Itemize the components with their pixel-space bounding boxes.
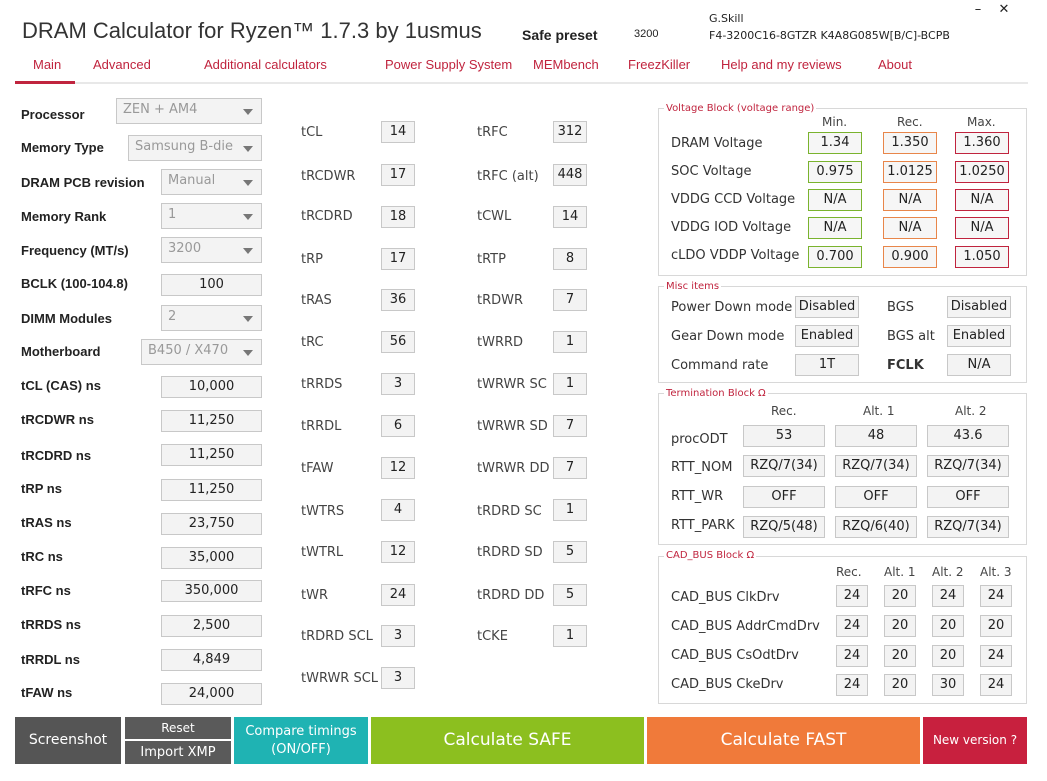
screenshot-button[interactable]: Screenshot (15, 717, 121, 764)
dimm-modules-value: 2 (168, 309, 177, 324)
cadbus-header-rec: Rec. (836, 565, 862, 579)
calculate-safe-button[interactable]: Calculate SAFE (371, 717, 644, 764)
twr-value: 24 (381, 584, 415, 606)
chevron-down-icon (243, 214, 253, 220)
cadbus-clkdrv-alt3: 24 (980, 585, 1012, 607)
memory-rank-label: Memory Rank (21, 209, 107, 224)
trtp-label: tRTP (477, 252, 506, 267)
twrwr-sd-value: 7 (553, 415, 587, 437)
twr-label: tWR (301, 588, 328, 603)
pcb-revision-select[interactable] (161, 169, 262, 195)
cadbus-header-alt1: Alt. 1 (884, 565, 916, 579)
trdwr-value: 7 (553, 289, 587, 311)
trdrd-scl-label: tRDRD SCL (301, 629, 373, 644)
pcb-revision-value: Manual (168, 173, 216, 188)
soc-voltage-rec: 1.0125 (883, 161, 937, 183)
motherboard-label: Motherboard (21, 344, 101, 359)
dimm-modules-select[interactable] (161, 305, 262, 331)
voltage-block-title: Voltage Block (voltage range) (666, 103, 815, 114)
trcdwr-ns-label: tRCDWR ns (21, 412, 94, 427)
trc-label: tRC (301, 335, 324, 350)
cadbus-addrcmddrv-alt2: 20 (932, 615, 964, 637)
vddg-iod-voltage-label: VDDG IOD Voltage (671, 220, 792, 235)
new-version-button[interactable]: New version ? (923, 717, 1027, 764)
motherboard-value: B450 / X470 (148, 343, 229, 358)
chevron-down-icon (243, 316, 253, 322)
gear-down-label: Gear Down mode (671, 329, 785, 344)
tab-active-indicator (15, 81, 75, 84)
frequency-select[interactable] (161, 237, 262, 263)
twrwr-sc-label: tWRWR SC (477, 377, 547, 392)
tcwl-label: tCWL (477, 209, 512, 224)
trp-ns-label: tRP ns (21, 481, 62, 496)
tcl-label: tCL (301, 125, 323, 140)
cadbus-ckedrv-alt3: 24 (980, 674, 1012, 696)
trc-value: 56 (381, 331, 415, 353)
twrwr-dd-value: 7 (553, 457, 587, 479)
trrdl-label: tRRDL (301, 419, 342, 434)
cadbus-ckedrv-alt1: 20 (884, 674, 916, 696)
voltage-header-rec: Rec. (897, 115, 923, 129)
tras-value: 36 (381, 289, 415, 311)
twtrl-label: tWTRL (301, 545, 344, 560)
termination-header-rec: Rec. (771, 404, 797, 418)
dram-voltage-max: 1.360 (955, 132, 1009, 154)
twtrs-value: 4 (381, 499, 415, 521)
soc-voltage-min: 0.975 (808, 161, 862, 183)
close-button[interactable]: ✕ (998, 2, 1010, 17)
bgs-value: Disabled (947, 296, 1011, 318)
cadbus-clkdrv-alt1: 20 (884, 585, 916, 607)
rtt-nom-rec: RZQ/7(34) (743, 455, 825, 477)
tfaw-ns-label: tFAW ns (21, 685, 73, 700)
termination-header-alt2: Alt. 2 (955, 404, 987, 418)
twrwr-scl-label: tWRWR SCL (301, 671, 379, 686)
twtrl-value: 12 (381, 541, 415, 563)
import-xmp-button[interactable]: Import XMP (125, 741, 231, 764)
cldo-vddp-voltage-rec: 0.900 (883, 246, 937, 268)
procodt-label: procODT (671, 432, 728, 447)
trcdwr-value: 17 (381, 164, 415, 186)
trrdl-ns-label: tRRDL ns (21, 652, 80, 667)
procodt-alt2: 43.6 (927, 425, 1009, 447)
power-down-label: Power Down mode (671, 300, 793, 315)
misc-block-title: Misc items (666, 281, 720, 292)
tab-about[interactable]: About (878, 57, 912, 72)
voltage-header-max: Max. (967, 115, 996, 129)
trdrd-dd-label: tRDRD DD (477, 588, 545, 603)
tras-ns-label: tRAS ns (21, 515, 72, 530)
vddg-ccd-voltage-min: N/A (808, 189, 862, 211)
cadbus-addrcmddrv-label: CAD_BUS AddrCmdDrv (671, 619, 820, 634)
trp-value: 17 (381, 248, 415, 270)
compare-timings-line1: Compare timings (245, 724, 357, 739)
bclk-input[interactable]: 100 (161, 274, 262, 296)
trcdrd-value: 18 (381, 206, 415, 228)
chevron-down-icon (243, 109, 253, 115)
cadbus-clkdrv-label: CAD_BUS ClkDrv (671, 590, 780, 605)
vddg-iod-voltage-min: N/A (808, 217, 862, 239)
tab-advanced[interactable]: Advanced (93, 57, 151, 72)
tab-power-supply-system[interactable]: Power Supply System (385, 57, 513, 72)
pcb-revision-label: DRAM PCB revision (21, 175, 145, 190)
gear-down-value: Enabled (795, 325, 859, 347)
cldo-vddp-voltage-max: 1.050 (955, 246, 1009, 268)
cadbus-addrcmddrv-rec: 24 (836, 615, 868, 637)
soc-voltage-max: 1.0250 (955, 161, 1009, 183)
tab-freezkiller[interactable]: FreezKiller (628, 57, 691, 72)
trdrd-sd-label: tRDRD SD (477, 545, 543, 560)
rtt-wr-rec: OFF (743, 486, 825, 508)
safe-preset-value: 3200 (634, 28, 659, 40)
dram-voltage-min: 1.34 (808, 132, 862, 154)
compare-timings-button[interactable] (234, 717, 368, 764)
trfc-ns-value: 350,000 (161, 580, 262, 602)
trc-ns-value: 35,000 (161, 547, 262, 569)
termination-header-alt1: Alt. 1 (863, 404, 895, 418)
bgs-alt-label: BGS alt (887, 329, 935, 344)
rtt-nom-alt2: RZQ/7(34) (927, 455, 1009, 477)
cldo-vddp-voltage-label: cLDO VDDP Voltage (671, 248, 800, 263)
twrwr-sc-value: 1 (553, 373, 587, 395)
minimize-button[interactable]: – (974, 2, 982, 17)
chevron-down-icon (243, 180, 253, 186)
voltage-header-min: Min. (822, 115, 848, 129)
calculate-fast-button[interactable]: Calculate FAST (647, 717, 920, 764)
tab-membench[interactable]: MEMbench (533, 57, 599, 72)
trdrd-dd-value: 5 (553, 584, 587, 606)
vddg-ccd-voltage-label: VDDG CCD Voltage (671, 192, 796, 207)
trdwr-label: tRDWR (477, 293, 524, 308)
dram-voltage-label: DRAM Voltage (671, 136, 763, 151)
tab-main[interactable]: Main (33, 57, 62, 72)
tras-ns-value: 23,750 (161, 513, 262, 535)
bgs-label: BGS (887, 300, 915, 315)
trrds-ns-value: 2,500 (161, 615, 262, 637)
cadbus-csodtdrv-alt2: 20 (932, 645, 964, 667)
termination-block-title: Termination Block Ω (666, 388, 766, 399)
cadbus-addrcmddrv-alt3: 20 (980, 615, 1012, 637)
trrdl-value: 6 (381, 415, 415, 437)
cadbus-clkdrv-rec: 24 (836, 585, 868, 607)
rtt-nom-alt1: RZQ/7(34) (835, 455, 917, 477)
rtt-park-alt1: RZQ/6(40) (835, 516, 917, 538)
tcke-label: tCKE (477, 629, 508, 644)
chevron-down-icon (243, 146, 253, 152)
cadbus-csodtdrv-alt1: 20 (884, 645, 916, 667)
dimm-modules-label: DIMM Modules (21, 311, 112, 326)
dram-voltage-rec: 1.350 (883, 132, 937, 154)
vddg-ccd-voltage-rec: N/A (883, 189, 937, 211)
twtrs-label: tWTRS (301, 504, 345, 519)
twrrd-value: 1 (553, 331, 587, 353)
twrwr-dd-label: tWRWR DD (477, 461, 550, 476)
cadbus-block-title: CAD_BUS Block Ω (666, 550, 755, 561)
bclk-label: BCLK (100-104.8) (21, 276, 128, 291)
frequency-value: 3200 (168, 241, 202, 256)
tab-additional-calculators[interactable]: Additional calculators (204, 57, 327, 72)
memory-part-number: F4-3200C16-8GTZR K4A8G085W[B/C]-BCPB (709, 29, 950, 42)
fclk-label: FCLK (887, 358, 924, 373)
trcdrd-label: tRCDRD (301, 209, 353, 224)
trtp-value: 8 (553, 248, 587, 270)
safe-preset-label: Safe preset (522, 27, 598, 43)
cadbus-csodtdrv-label: CAD_BUS CsOdtDrv (671, 648, 799, 663)
cadbus-csodtdrv-rec: 24 (836, 645, 868, 667)
rtt-park-rec: RZQ/5(48) (743, 516, 825, 538)
trrds-ns-label: tRRDS ns (21, 617, 81, 632)
cadbus-ckedrv-label: CAD_BUS CkeDrv (671, 677, 784, 692)
trfc-value: 312 (553, 121, 587, 143)
tras-label: tRAS (301, 293, 332, 308)
cadbus-ckedrv-alt2: 30 (932, 674, 964, 696)
twrrd-label: tWRRD (477, 335, 524, 350)
rtt-nom-label: RTT_NOM (671, 460, 733, 475)
trcdwr-label: tRCDWR (301, 169, 356, 184)
soc-voltage-label: SOC Voltage (671, 164, 752, 179)
trdrd-sc-value: 1 (553, 499, 587, 521)
twrwr-scl-value: 3 (381, 667, 415, 689)
cadbus-clkdrv-alt2: 24 (932, 585, 964, 607)
procodt-rec: 53 (743, 425, 825, 447)
procodt-alt1: 48 (835, 425, 917, 447)
command-rate-label: Command rate (671, 358, 769, 373)
vddg-ccd-voltage-max: N/A (955, 189, 1009, 211)
tab-help-and-reviews[interactable]: Help and my reviews (721, 57, 842, 72)
trfc-ns-label: tRFC ns (21, 583, 71, 598)
memory-type-select[interactable] (128, 135, 262, 161)
tfaw-ns-value: 24,000 (161, 683, 262, 705)
rtt-wr-label: RTT_WR (671, 489, 724, 504)
rtt-park-alt2: RZQ/7(34) (927, 516, 1009, 538)
app-title: DRAM Calculator for Ryzen™ 1.7.3 by 1usmus (22, 18, 482, 43)
trfc-alt-value: 448 (553, 164, 587, 186)
memory-vendor: G.Skill (709, 12, 744, 25)
trcdwr-ns-value: 11,250 (161, 410, 262, 432)
rtt-wr-alt1: OFF (835, 486, 917, 508)
twrwr-sd-label: tWRWR SD (477, 419, 548, 434)
cadbus-addrcmddrv-alt1: 20 (884, 615, 916, 637)
tfaw-label: tFAW (301, 461, 334, 476)
cadbus-header-alt3: Alt. 3 (980, 565, 1012, 579)
cadbus-header-alt2: Alt. 2 (932, 565, 964, 579)
compare-timings-line2: (ON/OFF) (271, 742, 331, 757)
cldo-vddp-voltage-min: 0.700 (808, 246, 862, 268)
tfaw-value: 12 (381, 457, 415, 479)
trp-label: tRP (301, 252, 323, 267)
trcdrd-ns-value: 11,250 (161, 444, 262, 466)
vddg-iod-voltage-max: N/A (955, 217, 1009, 239)
cadbus-ckedrv-rec: 24 (836, 674, 868, 696)
trrds-label: tRRDS (301, 377, 343, 392)
trrdl-ns-value: 4,849 (161, 649, 262, 671)
processor-select[interactable] (116, 98, 262, 124)
trfc-alt-label: tRFC (alt) (477, 169, 539, 184)
trfc-label: tRFC (477, 125, 508, 140)
trdrd-sc-label: tRDRD SC (477, 504, 542, 519)
tcl-ns-label: tCL (CAS) ns (21, 378, 101, 393)
memory-rank-value: 1 (168, 207, 177, 222)
trp-ns-value: 11,250 (161, 479, 262, 501)
tcke-value: 1 (553, 625, 587, 647)
power-down-value: Disabled (795, 296, 859, 318)
cadbus-csodtdrv-alt3: 24 (980, 645, 1012, 667)
processor-value: ZEN + AM4 (123, 102, 198, 117)
fclk-value: N/A (947, 354, 1011, 376)
trrds-value: 3 (381, 373, 415, 395)
trc-ns-label: tRC ns (21, 549, 63, 564)
reset-button[interactable]: Reset (125, 717, 231, 739)
memory-type-value: Samsung B-die (135, 139, 233, 154)
tcl-ns-value: 10,000 (161, 376, 262, 398)
tcwl-value: 14 (553, 206, 587, 228)
bgs-alt-value: Enabled (947, 325, 1011, 347)
rtt-park-label: RTT_PARK (671, 518, 735, 533)
chevron-down-icon (243, 248, 253, 254)
processor-label: Processor (21, 107, 85, 122)
trdrd-sd-value: 5 (553, 541, 587, 563)
frequency-label: Frequency (MT/s) (21, 243, 129, 258)
motherboard-select[interactable] (141, 339, 262, 365)
tcl-value: 14 (381, 121, 415, 143)
command-rate-value: 1T (795, 354, 859, 376)
memory-type-label: Memory Type (21, 140, 104, 155)
vddg-iod-voltage-rec: N/A (883, 217, 937, 239)
memory-rank-select[interactable] (161, 203, 262, 229)
trcdrd-ns-label: tRCDRD ns (21, 448, 92, 463)
trdrd-scl-value: 3 (381, 625, 415, 647)
chevron-down-icon (243, 350, 253, 356)
tab-bar-divider (15, 82, 1028, 84)
rtt-wr-alt2: OFF (927, 486, 1009, 508)
